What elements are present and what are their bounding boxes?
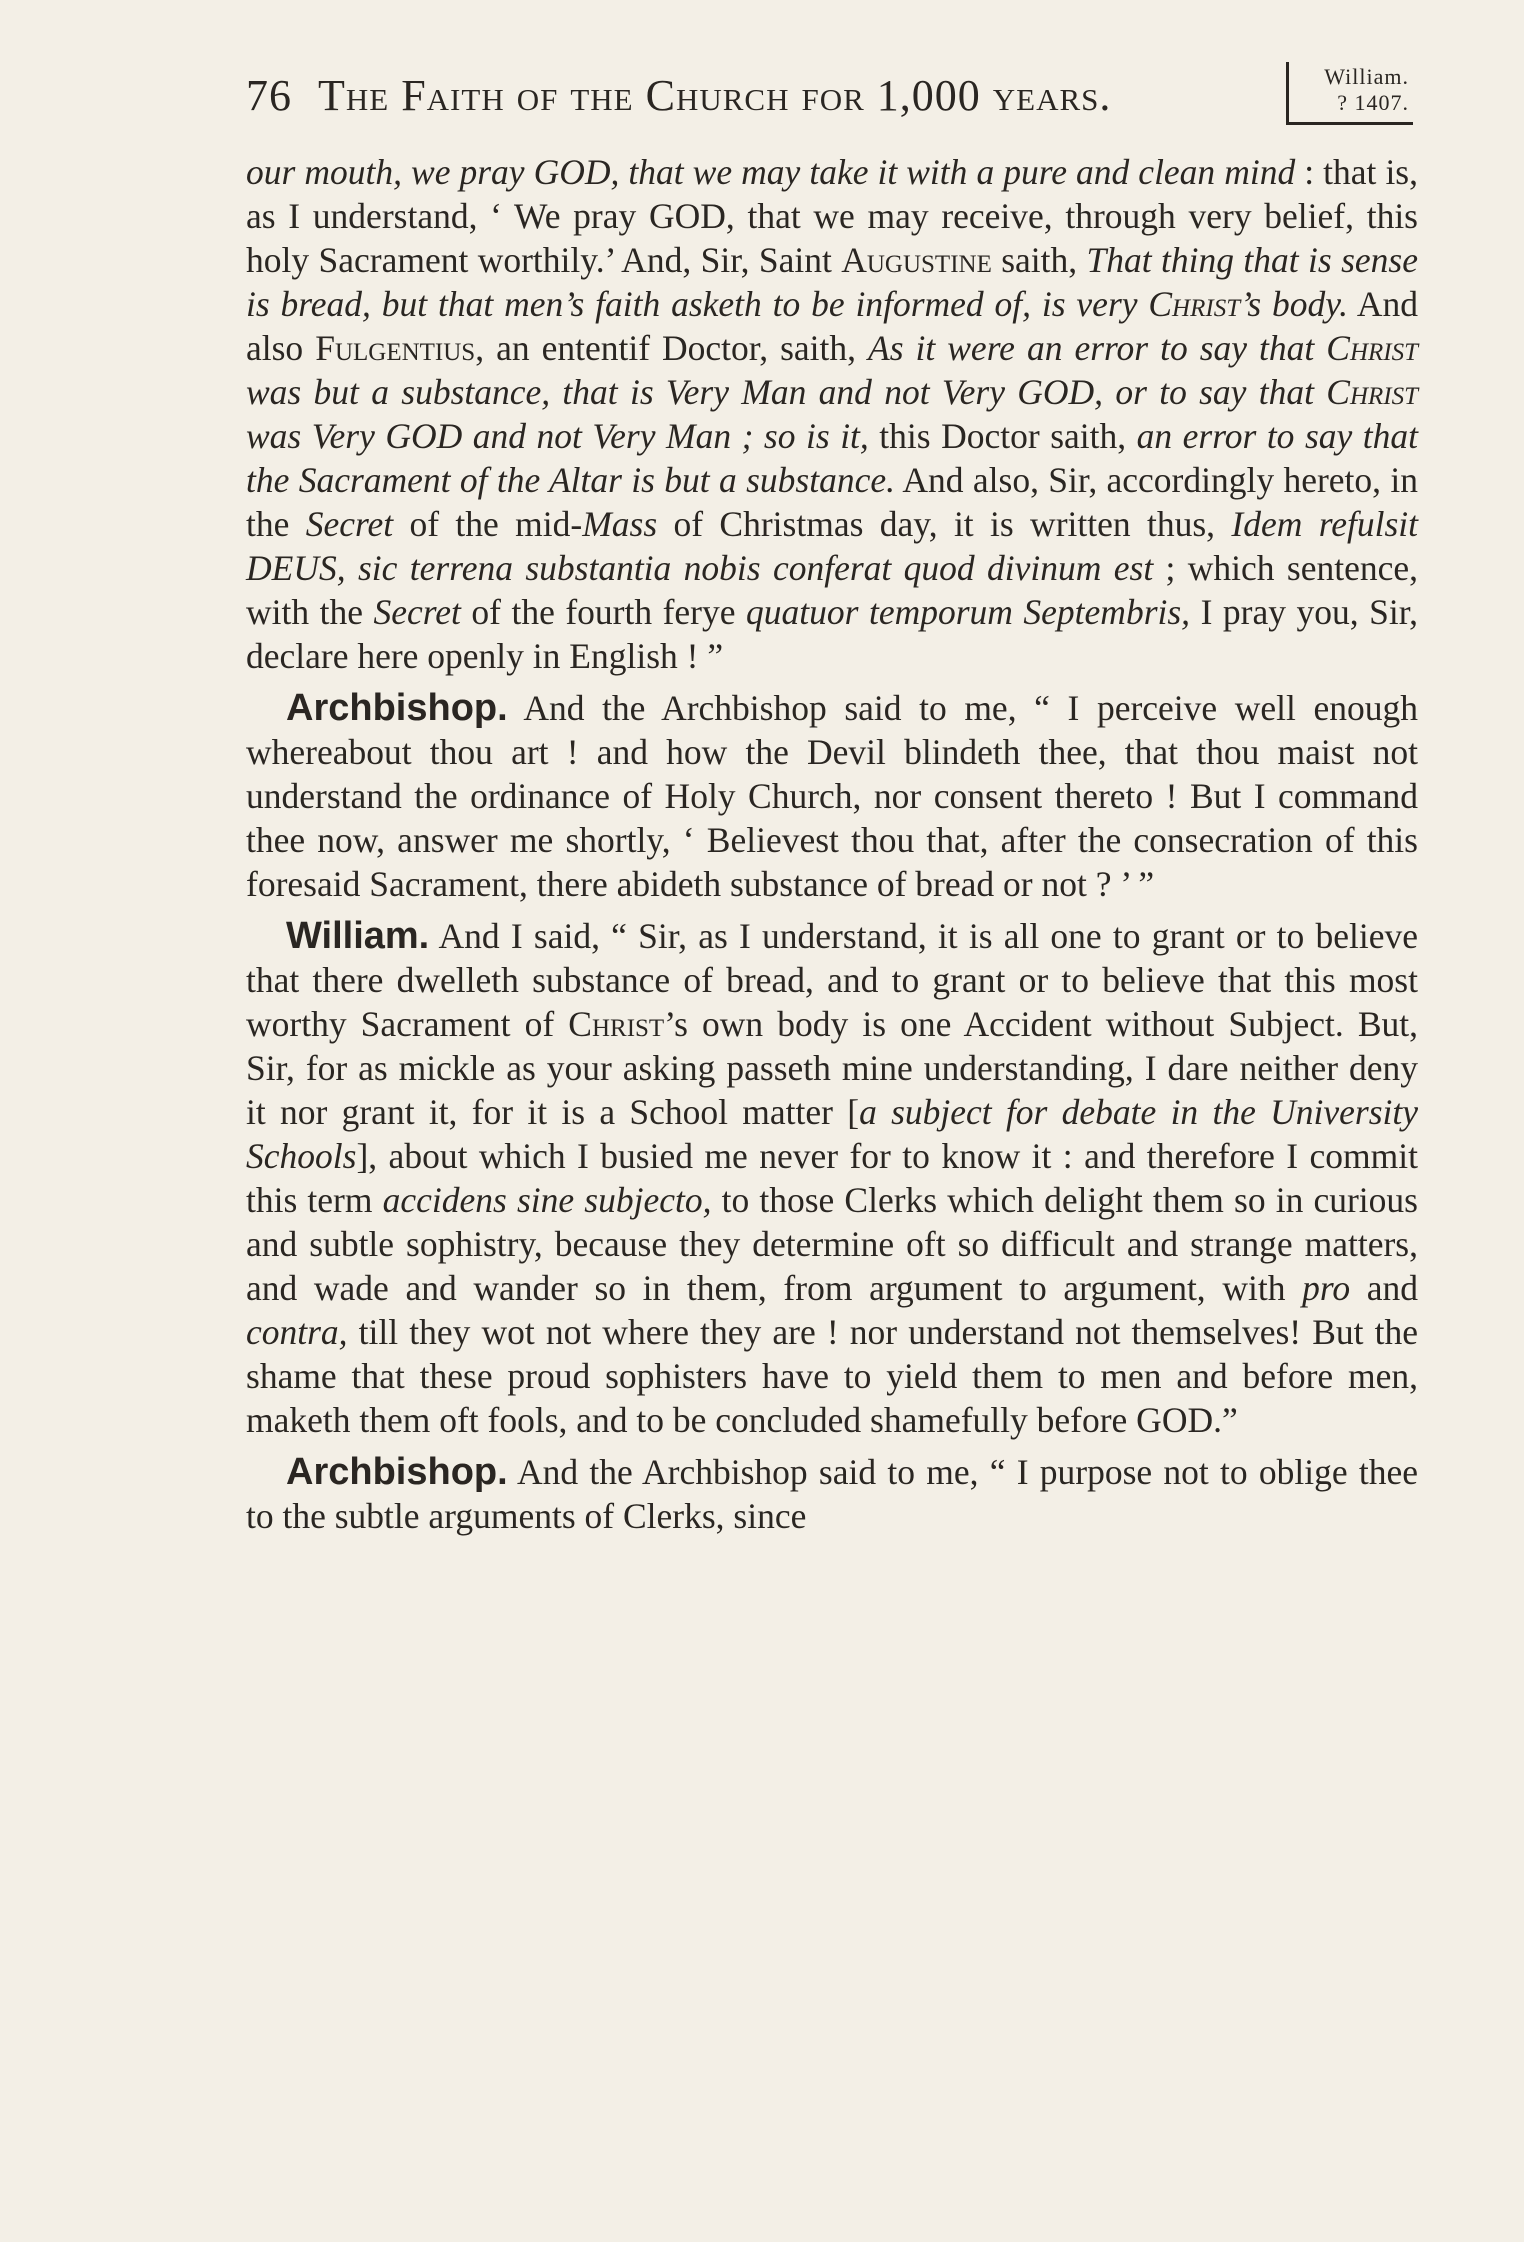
text-span: saith, bbox=[991, 240, 1087, 280]
text-span: I pray you, Sir, declare here openly in English ! ” bbox=[246, 592, 1418, 676]
text-span: was but a substance, that is Very Man and not Very GOD, or to say that bbox=[246, 372, 1327, 412]
text-span: and bbox=[1350, 1268, 1418, 1308]
text-span: of the mid- bbox=[393, 504, 583, 544]
text-span: That thing that is sense is bread, but that men’s faith asketh to be informed of, is very bbox=[246, 240, 1418, 324]
text-span: And also, Sir, accordingly hereto, in the bbox=[246, 460, 1418, 544]
page-number: 76 bbox=[246, 71, 292, 120]
side-note-name: William. bbox=[1324, 64, 1409, 89]
text-span: of Christmas day, it is written thus, bbox=[657, 504, 1232, 544]
speaker-label: Archbishop. bbox=[286, 1451, 508, 1493]
paragraph-archbishop bbox=[246, 1450, 1418, 1538]
speaker-label: William. bbox=[286, 915, 430, 957]
text-span: Secret bbox=[305, 504, 394, 544]
text-span: our mouth, we pray GOD, that we may take it with a pure and clean mind bbox=[246, 152, 1296, 192]
text-span: till they wot not where they are ! nor understand not themselves! But the shame that these proud sophisters have to yield them to men and before men, maketh them oft fools, and to be concluded shamefully before GOD.” bbox=[246, 1312, 1418, 1440]
text-span: of the fourth ferye bbox=[460, 592, 747, 632]
text-span: Fulgentius bbox=[315, 328, 476, 368]
text-span: Christ bbox=[1326, 372, 1418, 412]
side-bracket bbox=[1286, 62, 1413, 125]
side-note-date: ? 1407. bbox=[1337, 90, 1409, 115]
text-span: quatuor temporum Septembris, bbox=[746, 592, 1191, 632]
running-title: The Faith of the Church for 1,000 years. bbox=[318, 71, 1112, 120]
text-span: Christ bbox=[1326, 328, 1419, 368]
text-span: Idem refulsit DEUS, sic terrena substantia nobis conferat quod divinum est bbox=[246, 504, 1418, 588]
text-span: this Doctor saith, bbox=[868, 416, 1137, 456]
text-span: , an ententif Doctor, saith, bbox=[475, 328, 869, 368]
body-text bbox=[246, 150, 1418, 1538]
paragraph-william bbox=[246, 914, 1418, 1442]
text-span: And the Archbishop said to me, “ I perceive well enough whereabout thou art ! and how the Devil blindeth thee, that thou maist not understand the ordinance of Holy Church, nor consent thereto ! But I command thee now, answer me shortly, ‘ Believest thou that, after the consecration of this foresaid Sacrament, there abideth substance of bread or not ? ’ ” bbox=[246, 688, 1418, 904]
text-span: Secret bbox=[373, 592, 461, 632]
text-span: As it were an error to say that bbox=[868, 328, 1327, 368]
text-span: Mass bbox=[582, 504, 658, 544]
text-span: ’s body. bbox=[1240, 284, 1348, 324]
text-span: Christ bbox=[568, 1004, 665, 1044]
text-span: pro bbox=[1302, 1268, 1351, 1308]
text-span: : that is, as I understand, ‘ We pray GOD, that we may receive, through very belief, this holy Sacrament worthily.’ And, Sir, Saint bbox=[246, 152, 1418, 280]
text-span: was Very GOD and not Very Man ; so is it, bbox=[246, 416, 869, 456]
text-span: Augustine bbox=[841, 240, 992, 280]
text-span: And the Archbishop said to me, “ I purpose not to oblige thee to the subtle arguments of Clerks, since bbox=[246, 1452, 1418, 1536]
speaker-label: Archbishop. bbox=[286, 687, 508, 729]
running-header bbox=[246, 62, 1436, 122]
text-span: ; which sentence, with the bbox=[246, 548, 1418, 632]
text-span: contra, bbox=[246, 1312, 348, 1352]
paragraph-archbishop bbox=[246, 686, 1418, 906]
text-span: ’s own body is one Accident without Subject. But, Sir, for as mickle as your asking passeth mine understanding, I dare neither deny it nor grant it, for it is a School matter [ bbox=[246, 1004, 1418, 1132]
text-span: an error to say that the Sacrament of the Altar is but a substance. bbox=[246, 416, 1419, 500]
text-span: And I said, “ Sir, as I understand, it is all one to grant or to believe that there dwelleth substance of bread, and to grant or to believe that this most worthy Sacrament of bbox=[246, 916, 1418, 1044]
text-span: And also bbox=[246, 284, 1419, 368]
text-span: to those Clerks which delight them so in curious and subtle sophistry, because they determine oft so difficult and strange matters, and wade and wander so in them, from argument to argument, with bbox=[246, 1180, 1418, 1308]
text-span: Christ bbox=[1148, 284, 1241, 324]
text-span: ], about which I busied me never for to know it : and therefore I commit this term bbox=[246, 1136, 1418, 1220]
text-span: a subject for debate in the University Schools bbox=[246, 1092, 1418, 1176]
text-span: accidens sine subjecto, bbox=[382, 1180, 712, 1220]
paragraph-continuation bbox=[246, 150, 1418, 678]
